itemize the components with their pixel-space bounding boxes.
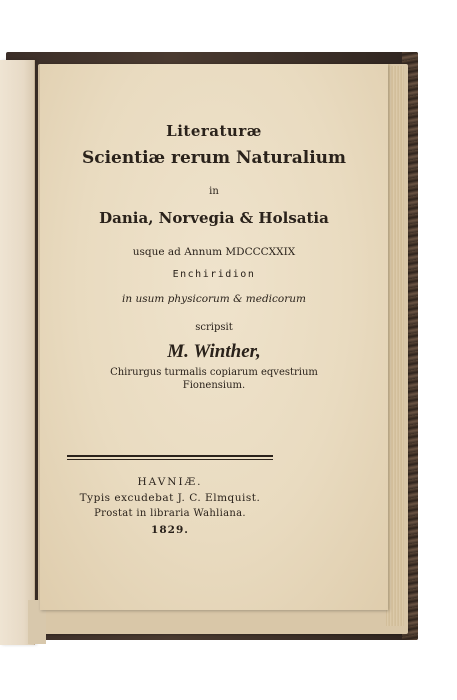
connector-in: in <box>209 186 219 197</box>
imprint-year: 1829. <box>151 524 189 536</box>
audience-line: in usum physicorum & medicorum <box>122 293 306 305</box>
author-name: M. Winther, <box>167 341 261 362</box>
imprint-rule-thick <box>67 455 273 457</box>
enchiridion-line: Enchiridion <box>172 269 256 280</box>
imprint-bookseller: Prostat in libraria Wahliana. <box>94 508 246 519</box>
title-line-1: Literaturæ <box>166 122 262 140</box>
imprint-rule-thin <box>67 459 273 460</box>
scripsit-line: scripsit <box>195 322 233 333</box>
imprint-city: HAVNIÆ. <box>137 476 203 488</box>
author-title-line-2: Fionensium. <box>182 380 246 391</box>
author-title-line-1: Chirurgus turmalis copiarum eqvestrium <box>110 367 318 378</box>
flyleaf <box>0 60 35 645</box>
imprint-block <box>40 64 300 564</box>
title-line-3: Dania, Norvegia & Holsatia <box>99 209 329 227</box>
title-line-2: Scientiæ rerum Naturalium <box>81 148 347 168</box>
imprint-printer: Typis excudebat J. C. Elmquist. <box>79 492 261 504</box>
date-range-line: usque ad Annum MDCCCXXIX <box>132 246 296 258</box>
